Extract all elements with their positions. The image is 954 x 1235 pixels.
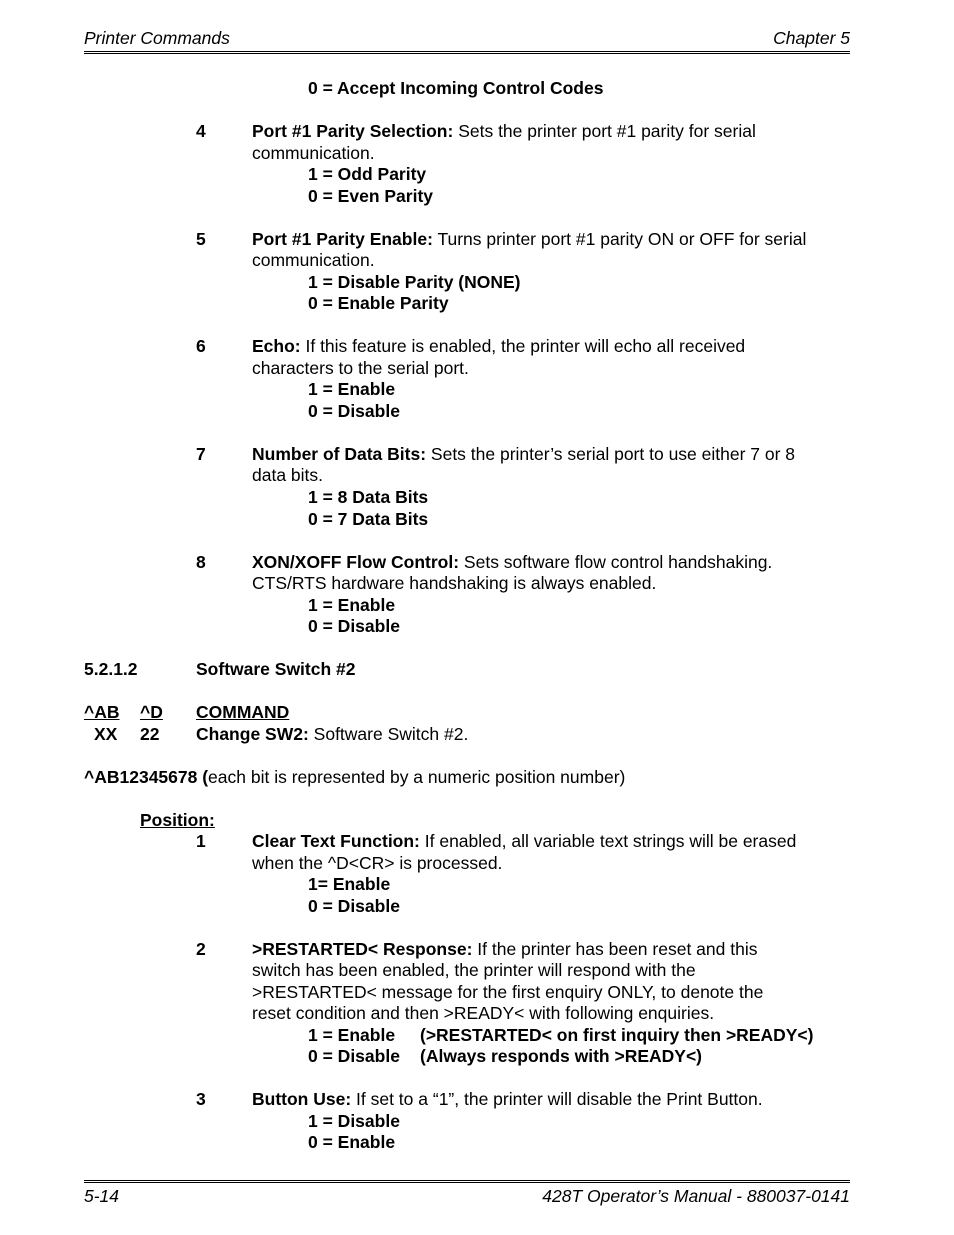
- item-description-line2: CTS/RTS hardware handshaking is always enabled.: [252, 573, 657, 593]
- item-description-line2: communication.: [252, 250, 375, 270]
- item-number: 4: [196, 121, 206, 141]
- item-description-line1: [252, 552, 772, 574]
- option-accept-control-codes: 0 = Accept Incoming Control Codes: [308, 78, 604, 98]
- item-description-line2: when the ^D<CR> is processed.: [252, 853, 503, 873]
- option-0-note: (Always responds with >READY<): [420, 1046, 703, 1066]
- item-text: Sets software flow control handshaking.: [459, 552, 773, 572]
- column-header-ab: ^AB: [84, 702, 120, 722]
- option-1-note: (>RESTARTED< on first inquiry then >READY<): [420, 1025, 814, 1045]
- item-description-line1: [252, 939, 757, 961]
- manual-title: 428T Operator’s Manual - 880037-0141: [542, 1186, 850, 1206]
- page-number: 5-14: [84, 1186, 120, 1206]
- command-d-value: 22: [140, 724, 160, 744]
- position-label: Position:: [140, 810, 215, 830]
- item-description-line4: reset condition and then >READY< with following enquiries.: [252, 1003, 715, 1023]
- command-text: Software Switch #2.: [308, 724, 469, 744]
- item-text: Turns printer port #1 parity ON or OFF for serial: [432, 229, 807, 249]
- option-0: 0 = Disable: [308, 401, 400, 421]
- item-text: If the printer has been reset and this: [472, 939, 758, 959]
- option-1: 1 = Enable: [308, 379, 396, 399]
- option-1: 1 = Enable: [308, 1025, 396, 1045]
- item-text: If set to a “1”, the printer will disable the Print Button.: [351, 1089, 763, 1109]
- item-description-line1: [252, 229, 806, 251]
- item-description-line1: [252, 831, 796, 853]
- item-number: 2: [196, 939, 206, 959]
- syntax-note: each bit is represented by a numeric position number): [208, 767, 626, 787]
- item-description-line2: communication.: [252, 143, 375, 163]
- item-title: Number of Data Bits:: [252, 444, 427, 464]
- item-title: Port #1 Parity Enable:: [252, 229, 433, 249]
- item-title: Echo:: [252, 336, 301, 356]
- item-description-line1: [252, 1089, 763, 1111]
- item-description-line2: data bits.: [252, 465, 324, 485]
- item-text: Sets the printer’s serial port to use either 7 or 8: [426, 444, 796, 464]
- command-title: Change SW2:: [196, 724, 309, 744]
- section-title: Software Switch #2: [196, 659, 356, 679]
- item-description-line1: [252, 336, 745, 358]
- option-1: 1 = Disable: [308, 1111, 400, 1131]
- footer-rule-bottom: [84, 1182, 850, 1183]
- item-number: 7: [196, 444, 206, 464]
- running-header-right: Chapter 5: [773, 28, 850, 48]
- item-title: Port #1 Parity Selection:: [252, 121, 454, 141]
- option-0: 0 = Enable: [308, 1132, 396, 1152]
- section-number: 5.2.1.2: [84, 659, 138, 679]
- item-text: If enabled, all variable text strings will be erased: [419, 831, 797, 851]
- item-number: 5: [196, 229, 206, 249]
- header-rule-top: [84, 51, 850, 52]
- syntax-code: ^AB12345678 (: [84, 767, 209, 787]
- item-title: Clear Text Function:: [252, 831, 420, 851]
- item-title: >RESTARTED< Response:: [252, 939, 473, 959]
- column-header-d: ^D: [140, 702, 163, 722]
- footer-rule-top: [84, 1180, 850, 1181]
- option-0: 0 = Disable: [308, 896, 400, 916]
- option-0: 0 = Disable: [308, 1046, 400, 1066]
- item-number: 6: [196, 336, 206, 356]
- item-title: Button Use:: [252, 1089, 352, 1109]
- item-description-line2: characters to the serial port.: [252, 358, 469, 378]
- item-description-line2: switch has been enabled, the printer will respond with the: [252, 960, 696, 980]
- item-number: 3: [196, 1089, 206, 1109]
- item-number: 1: [196, 831, 206, 851]
- column-header-command: COMMAND: [196, 702, 290, 722]
- running-header-left: Printer Commands: [84, 28, 230, 48]
- command-syntax: [84, 767, 625, 789]
- command-ab-value: XX: [94, 724, 118, 744]
- item-description-line1: [252, 444, 795, 466]
- option-1: 1 = Disable Parity (NONE): [308, 272, 521, 292]
- item-text: Sets the printer port #1 parity for serial: [453, 121, 756, 141]
- option-0: 0 = Disable: [308, 616, 400, 636]
- command-description: [196, 724, 468, 746]
- item-number: 8: [196, 552, 206, 572]
- option-0: 0 = 7 Data Bits: [308, 509, 429, 529]
- option-0: 0 = Even Parity: [308, 186, 434, 206]
- option-1: 1 = 8 Data Bits: [308, 487, 429, 507]
- option-0: 0 = Enable Parity: [308, 293, 449, 313]
- option-1: 1 = Enable: [308, 595, 396, 615]
- option-1: 1 = Odd Parity: [308, 164, 427, 184]
- header-rule-bottom: [84, 53, 850, 54]
- item-text: If this feature is enabled, the printer will echo all received: [300, 336, 746, 356]
- item-description-line1: [252, 121, 756, 143]
- item-title: XON/XOFF Flow Control:: [252, 552, 460, 572]
- item-description-line3: >RESTARTED< message for the first enquiry ONLY, to denote the: [252, 982, 764, 1002]
- option-1: 1= Enable: [308, 874, 391, 894]
